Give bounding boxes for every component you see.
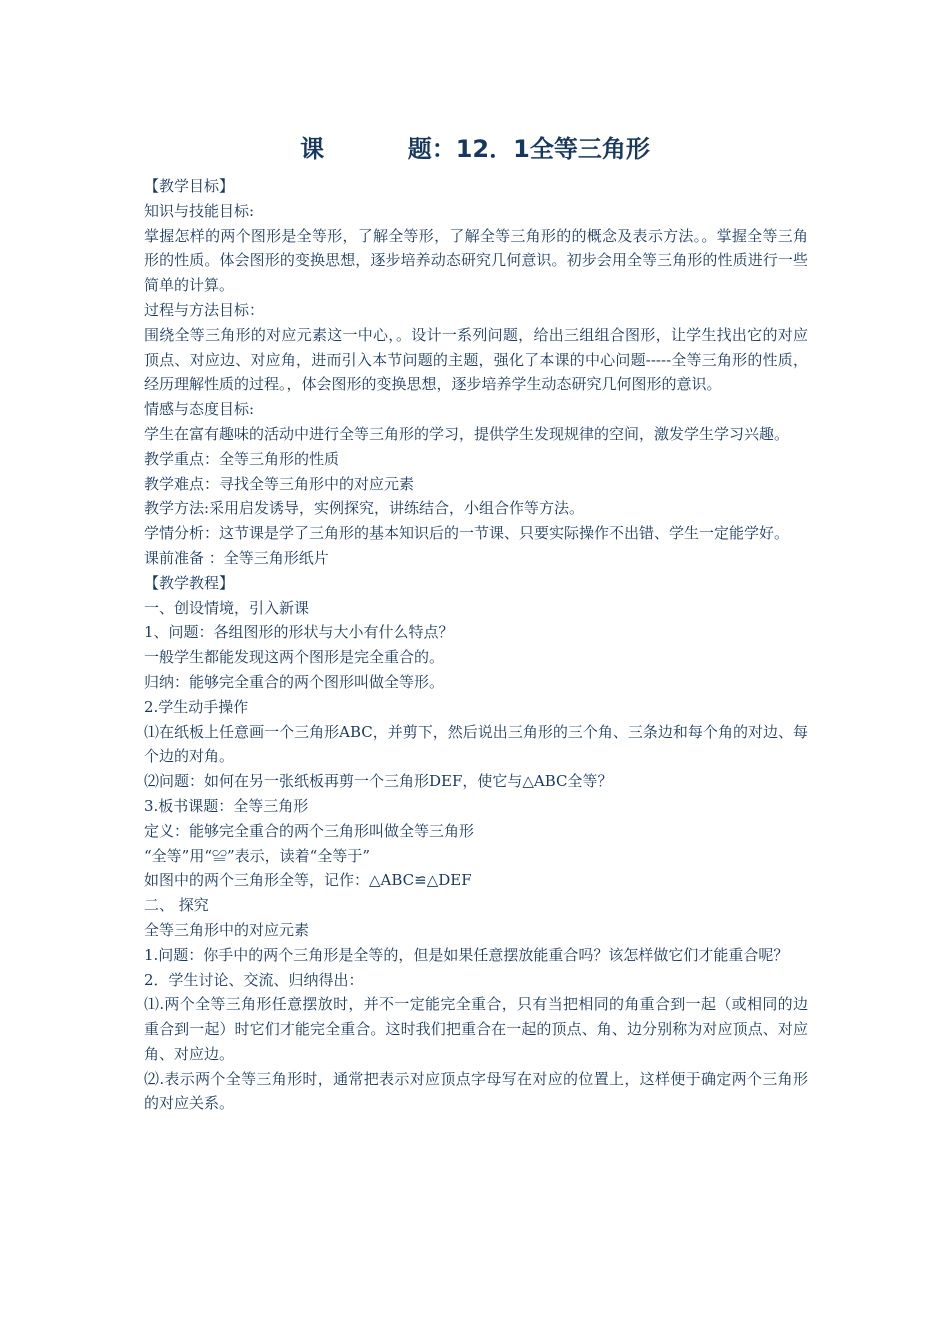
line-notation: “全等”用“≌”表示，读着“全等于” (144, 846, 371, 865)
paragraph-conclusion-1: ⑴.两个全等三角形任意摆放时，并不一定能完全重合，只有当把相同的角重合到一起（或相同的边重合到一起）时它们才能完全重合。这时我们把重合在一起的顶点、角、边分别称为对应顶点、对应角、对应边。 (144, 995, 808, 1063)
document-body (144, 174, 808, 1116)
subheading-knowledge-goals: 知识与技能目标: (144, 201, 255, 220)
line-board-title: 3.板书课题：全等三角形 (144, 796, 309, 815)
line-question-1: 1、问题：各组图形的形状与大小有什么特点？ (144, 623, 454, 642)
paragraph-conclusion-2: ⑵.表示两个全等三角形时，通常把表示对应顶点字母写在对应的位置上，这样便于确定两个三角形的对应关系。 (144, 1069, 808, 1113)
paragraph-step-1: ⑴在纸板上任意画一个三角形ABC，并剪下，然后说出三角形的三个角、三条边和每个角的对边、每个边的对角。 (144, 722, 808, 766)
line-observation: 一般学生都能发现这两个图形是完全重合的。 (144, 648, 445, 667)
paragraph-learner-analysis: 学情分析：这节课是学了三角形的基本知识后的一节课、只要实际操作不出错、学生一定能学好。 (144, 524, 790, 543)
line-step-2: ⑵问题：如何在另一张纸板再剪一个三角形DEF，使它与△ABC全等？ (144, 772, 613, 791)
paragraph-question-overlap: 1.问题：你手中的两个三角形是全等的，但是如果任意摆放能重合吗？该怎样做它们才能重合呢？ (144, 945, 789, 964)
line-hands-on: 2.学生动手操作 (144, 697, 249, 716)
paragraph-knowledge-goals: 掌握怎样的两个图形是全等形，了解全等形，了解全等三角形的的概念及表示方法。。掌握全等三角形的性质。体会图形的变换思想，逐步培养动态研究几何意识。初步会用全等三角形的性质进行一些简单的计算。 (144, 226, 808, 295)
line-example-notation: 如图中的两个三角形全等，记作：△ABC≌△DEF (144, 871, 472, 890)
section-heading-process: 【教学教程】 (144, 573, 235, 592)
line-difficult-point: 教学难点：寻找全等三角形中的对应元素 (144, 474, 415, 493)
line-definition: 定义：能够完全重合的两个三角形叫做全等三角形 (144, 821, 475, 840)
line-discussion: 2．学生讨论、交流、归纳得出： (144, 970, 364, 989)
line-part-two: 二、 探究 (144, 896, 209, 915)
subheading-attitude-goals: 情感与态度目标: (144, 400, 255, 419)
paragraph-process-goals: 围绕全等三角形的对应元素这一中心，。设计一系列问题，给出三组组合图形，让学生找出它的对应顶点、对应边、对应角，进而引入本节问题的主题，强化了本课的中心问题-----全等三角形的性质，经历理解性质的过程。，体会图形的变换思想，逐步培养学生动态研究几何图形的意识。 (144, 325, 808, 394)
section-heading-objectives: 【教学目标】 (144, 177, 235, 195)
paragraph-attitude-goals: 学生在富有趣味的活动中进行全等三角形的学习，提供学生发现规律的空间，激发学生学习兴趣。 (144, 424, 790, 443)
subheading-process-goals: 过程与方法目标： (144, 300, 265, 319)
line-part-one: 一、创设情境，引入新课 (144, 598, 310, 617)
page-title: 课 题：12．1全等三角形 (300, 135, 650, 163)
line-teaching-method: 教学方法:采用启发诱导，实例探究，讲练结合，小组合作等方法。 (144, 499, 585, 518)
line-preparation: 课前准备 ：全等三角形纸片 (144, 548, 329, 567)
line-summary: 归纳：能够完全重合的两个图形叫做全等形。 (144, 672, 445, 691)
line-corresponding-elements: 全等三角形中的对应元素 (144, 920, 310, 939)
line-key-point: 教学重点：全等三角形的性质 (144, 449, 340, 468)
